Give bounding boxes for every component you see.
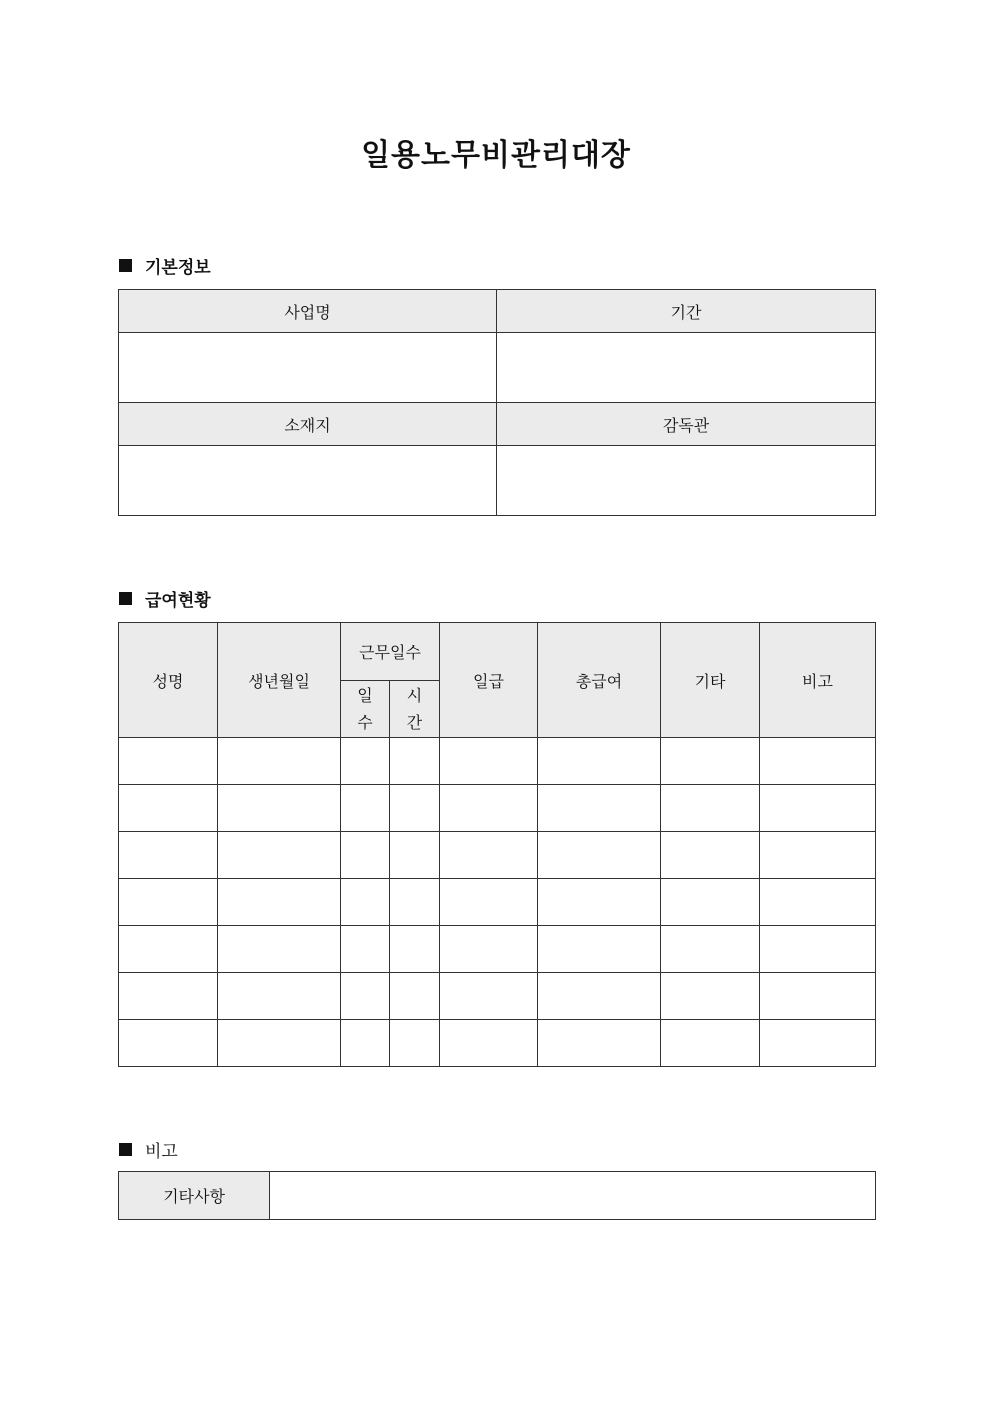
birthdate-cell[interactable] — [218, 973, 341, 1020]
location-field[interactable] — [119, 446, 497, 516]
total-pay-cell[interactable] — [538, 738, 661, 785]
hours-cell[interactable] — [390, 738, 440, 785]
table-row — [119, 738, 876, 785]
column-header-days-char-2: 수 — [357, 713, 373, 732]
birthdate-cell[interactable] — [218, 926, 341, 973]
basic-info-heading — [119, 253, 211, 277]
notes-heading-label: 비고 — [145, 1141, 178, 1162]
days-cell[interactable] — [341, 785, 390, 832]
supervisor-field[interactable] — [497, 446, 876, 516]
hours-cell[interactable] — [390, 926, 440, 973]
column-header-birthdate: 생년월일 — [218, 623, 341, 738]
table-row — [119, 1020, 876, 1067]
column-header-hours-char-1: 시 — [406, 686, 423, 705]
days-cell[interactable] — [341, 832, 390, 879]
basic-info-table — [118, 289, 876, 516]
total-pay-cell[interactable] — [538, 785, 661, 832]
daily-wage-cell[interactable] — [440, 926, 538, 973]
remarks-cell[interactable] — [760, 832, 876, 879]
hours-cell[interactable] — [390, 973, 440, 1020]
days-cell[interactable] — [341, 926, 390, 973]
total-pay-cell[interactable] — [538, 879, 661, 926]
total-pay-cell[interactable] — [538, 1020, 661, 1067]
hours-cell[interactable] — [390, 832, 440, 879]
name-cell[interactable] — [119, 926, 218, 973]
remarks-cell[interactable] — [760, 973, 876, 1020]
remarks-cell[interactable] — [760, 785, 876, 832]
birthdate-cell[interactable] — [218, 1020, 341, 1067]
days-cell[interactable] — [341, 973, 390, 1020]
name-cell[interactable] — [119, 879, 218, 926]
name-cell[interactable] — [119, 832, 218, 879]
other-matters-label: 기타사항 — [119, 1172, 270, 1220]
column-header-daily-wage: 일급 — [440, 623, 538, 738]
birthdate-cell[interactable] — [218, 785, 341, 832]
column-header-remarks: 비고 — [760, 623, 876, 738]
daily-wage-cell[interactable] — [440, 1020, 538, 1067]
remarks-cell[interactable] — [760, 738, 876, 785]
black-square-icon — [119, 1143, 132, 1156]
basic-info-heading-label: 기본정보 — [145, 257, 211, 278]
other-cell[interactable] — [661, 738, 760, 785]
wages-table — [118, 622, 876, 1067]
remarks-cell[interactable] — [760, 926, 876, 973]
period-label: 기간 — [497, 290, 876, 333]
days-cell[interactable] — [341, 879, 390, 926]
remarks-cell[interactable] — [760, 1020, 876, 1067]
period-field[interactable] — [497, 333, 876, 403]
business-name-label: 사업명 — [119, 290, 497, 333]
other-cell[interactable] — [661, 1020, 760, 1067]
days-cell[interactable] — [341, 738, 390, 785]
total-pay-cell[interactable] — [538, 832, 661, 879]
business-name-field[interactable] — [119, 333, 497, 403]
birthdate-cell[interactable] — [218, 879, 341, 926]
name-cell[interactable] — [119, 785, 218, 832]
birthdate-cell[interactable] — [218, 832, 341, 879]
table-row — [119, 926, 876, 973]
column-header-name: 성명 — [119, 623, 218, 738]
column-header-days — [341, 681, 390, 738]
table-row — [119, 785, 876, 832]
daily-wage-cell[interactable] — [440, 738, 538, 785]
hours-cell[interactable] — [390, 785, 440, 832]
daily-wage-cell[interactable] — [440, 832, 538, 879]
notes-heading — [119, 1137, 178, 1161]
daily-wage-cell[interactable] — [440, 785, 538, 832]
other-cell[interactable] — [661, 785, 760, 832]
location-label: 소재지 — [119, 403, 497, 446]
column-header-total-pay: 총급여 — [538, 623, 661, 738]
black-square-icon — [119, 592, 132, 605]
other-cell[interactable] — [661, 926, 760, 973]
remarks-cell[interactable] — [760, 879, 876, 926]
table-row — [119, 832, 876, 879]
other-cell[interactable] — [661, 832, 760, 879]
column-header-hours — [390, 681, 440, 738]
other-matters-field[interactable] — [270, 1172, 876, 1220]
wages-heading-label: 급여현황 — [145, 590, 211, 611]
birthdate-cell[interactable] — [218, 738, 341, 785]
table-row — [119, 973, 876, 1020]
days-cell[interactable] — [341, 1020, 390, 1067]
daily-wage-cell[interactable] — [440, 973, 538, 1020]
daily-wage-cell[interactable] — [440, 879, 538, 926]
other-cell[interactable] — [661, 879, 760, 926]
black-square-icon — [119, 259, 132, 272]
column-header-other: 기타 — [661, 623, 760, 738]
name-cell[interactable] — [119, 973, 218, 1020]
supervisor-label: 감독관 — [497, 403, 876, 446]
wages-heading — [119, 586, 211, 610]
wages-rows — [119, 738, 876, 1067]
name-cell[interactable] — [119, 738, 218, 785]
total-pay-cell[interactable] — [538, 973, 661, 1020]
total-pay-cell[interactable] — [538, 926, 661, 973]
name-cell[interactable] — [119, 1020, 218, 1067]
column-header-workdays: 근무일수 — [341, 623, 440, 681]
column-header-days-char-1: 일 — [357, 686, 373, 705]
hours-cell[interactable] — [390, 1020, 440, 1067]
other-cell[interactable] — [661, 973, 760, 1020]
document-title: 일용노무비관리대장 — [361, 138, 631, 173]
column-header-hours-char-2: 간 — [406, 713, 423, 732]
hours-cell[interactable] — [390, 879, 440, 926]
notes-table — [118, 1171, 876, 1220]
table-row — [119, 879, 876, 926]
